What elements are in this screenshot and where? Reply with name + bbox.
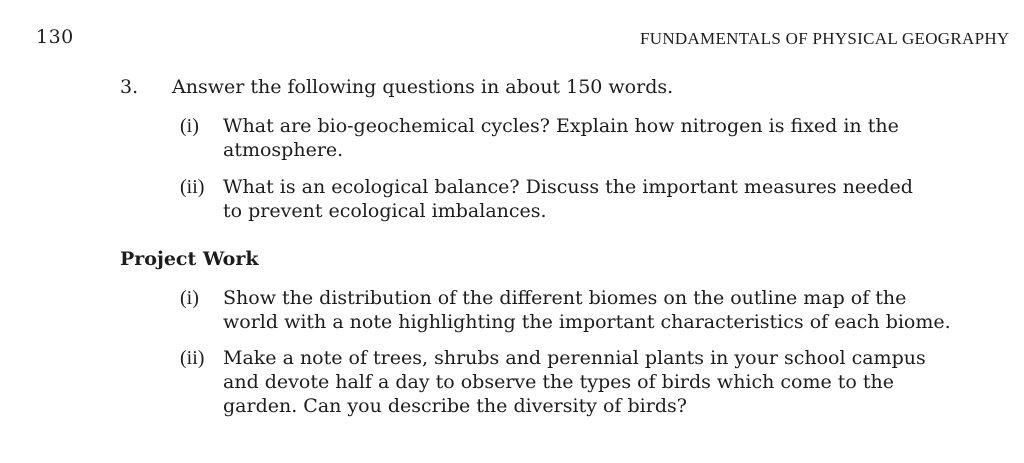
item-text: [223, 114, 963, 162]
item-line: Make a note of trees, shrubs and perennial plants in your school campus: [223, 347, 926, 369]
item-text: [223, 286, 963, 334]
item-line: Show the distribution of the different biomes on the outline map of the: [223, 287, 907, 309]
item-label: (ii): [180, 176, 205, 198]
item-label: (ii): [180, 347, 205, 369]
section-title-project-work: Project Work: [120, 248, 259, 270]
page-number: 130: [36, 26, 74, 48]
item-line: and devote half a day to observe the types of birds which come to the: [223, 371, 895, 393]
question-prompt: Answer the following questions in about 150 words.: [172, 76, 674, 98]
item-line: world with a note highlighting the important characteristics of each biome.: [223, 311, 951, 333]
question-3: [120, 76, 673, 98]
item-text: [223, 175, 963, 223]
item-text: [223, 346, 963, 418]
item-line: garden. Can you describe the diversity of birds?: [223, 395, 687, 417]
item-line: to prevent ecological imbalances.: [223, 200, 547, 222]
item-label: (i): [180, 115, 199, 137]
item-label: (i): [180, 287, 199, 309]
item-line: What is an ecological balance? Discuss the important measures needed: [223, 176, 913, 198]
item-line: atmosphere.: [223, 139, 344, 161]
question-number: 3.: [120, 76, 139, 98]
running-head: FUNDAMENTALS OF PHYSICAL GEOGRAPHY: [640, 29, 1010, 48]
item-line: What are bio-geochemical cycles? Explain how nitrogen is fixed in the: [223, 115, 899, 137]
